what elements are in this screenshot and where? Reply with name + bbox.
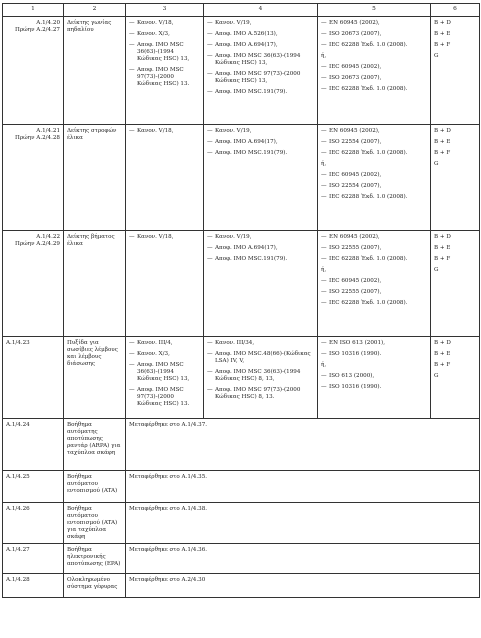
item-name: Δείκτης βήματος έλικα [64, 231, 126, 337]
module-cell [431, 125, 480, 231]
col3-cell [126, 231, 204, 337]
list-item: — Αποφ. IMO MSC 36(63)-(1994 Κώδικας HSC) 13, [207, 52, 301, 66]
col3-cell [126, 337, 204, 419]
column-header: 5 [318, 4, 431, 17]
item-code: A.1/4.23 [6, 340, 30, 346]
item-code: A.1/4.24 [3, 419, 64, 471]
list-item: — IEC 62288 Έκδ. 1.0 (2008). [321, 255, 408, 262]
module-code: B + D [434, 20, 451, 26]
item-former-code: Πρώην A.2/4.27 [15, 26, 60, 33]
moved-note: Μεταφέρθηκε στο A.1/4.35. [126, 471, 480, 503]
list-item: — IEC 62288 Έκδ. 1.0 (2008). [321, 41, 408, 48]
list-item: — Κανον. V/18, [129, 20, 174, 26]
table-row [3, 503, 480, 544]
list-item: — Αποφ. IMO MSC.191(79). [207, 255, 288, 262]
column-header: 1 [3, 4, 64, 17]
list-item: — Κανον. III/4, [129, 340, 173, 346]
list-item: — IEC 62288 Έκδ. 1.0 (2008). [321, 299, 408, 306]
column-header: 6 [431, 4, 480, 17]
module-code: B + D [434, 128, 451, 134]
col4-cell [204, 17, 318, 125]
list-item: — EN 60945 (2002), [321, 234, 380, 240]
module-cell [431, 337, 480, 419]
list-item: — Αποφ. IMO MSC.191(79). [207, 149, 288, 156]
list-item: — ISO 10316 (1990). [321, 383, 382, 390]
list-item: — IEC 62288 Έκδ. 1.0 (2008). [321, 85, 408, 92]
list-item: — ISO 22555 (2007), [321, 288, 382, 295]
module-code: B + E [434, 244, 451, 251]
list-item: — Αποφ. IMO MSC 97(73)-(2000 Κώδικας HSC) 13. [129, 66, 190, 87]
list-item: — ISO 22554 (2007), [321, 138, 382, 145]
list-item: — IEC 60945 (2002), [321, 171, 382, 178]
list-item: — Αποφ. IMO MSC 97(73)-(2000 Κώδικας HSC) 13, [207, 70, 301, 84]
list-item: — Αποφ. IMO MSC.191(79). [207, 88, 288, 95]
col5-cell [318, 125, 431, 231]
or-separator: ή, [321, 361, 327, 368]
item-code: A.1/4.26 [3, 503, 64, 544]
col3-cell [126, 17, 204, 125]
list-item: — Αποφ. IMO A.694(17), [207, 138, 278, 145]
item-code: A.1/4.21 [36, 128, 60, 134]
moved-note: Μεταφέρθηκε στο A.1/4.36. [126, 543, 480, 573]
list-item: — IEC 62288 Έκδ. 1.0 (2008). [321, 149, 408, 156]
list-item: — Αποφ. IMO MSC 97(73)-(2000 Κώδικας HSC) 13. [129, 386, 190, 407]
table-row [3, 17, 480, 125]
list-item: — Κανον. III/34, [207, 340, 255, 346]
list-item: — ISO 20673 (2007), [321, 30, 382, 37]
list-item: — IEC 60945 (2002), [321, 63, 382, 70]
or-separator: ή, [321, 266, 327, 273]
module-code: B + D [434, 234, 451, 240]
table-row [3, 573, 480, 597]
table-row [3, 125, 480, 231]
col4-cell [204, 125, 318, 231]
list-item: — Κανον. X/3, [129, 350, 170, 357]
module-code: B + E [434, 138, 451, 145]
list-item: — Αποφ. IMO A.526(13), [207, 30, 278, 37]
col4-cell [204, 231, 318, 337]
moved-note: Μεταφέρθηκε στο A.1/4.37. [126, 419, 480, 471]
list-item: — Αποφ. IMO A.694(17), [207, 244, 278, 251]
module-code: B + D [434, 340, 451, 346]
list-item: — Κανον. V/19, [207, 128, 252, 134]
list-item: — ISO 22555 (2007), [321, 244, 382, 251]
list-item: — EN 60945 (2002), [321, 128, 380, 134]
list-item: — EN 60945 (2002), [321, 20, 380, 26]
module-code: B + F [434, 255, 451, 262]
module-cell [431, 231, 480, 337]
list-item: — Αποφ. IMO A.694(17), [207, 41, 278, 48]
column-header: 2 [64, 4, 126, 17]
item-code-cell [3, 231, 64, 337]
col3-cell [126, 125, 204, 231]
col5-cell [318, 337, 431, 419]
list-item: — Κανον. V/19, [207, 20, 252, 26]
list-item: — ISO 613 (2000), [321, 372, 375, 379]
list-item: — ISO 10316 (1990). [321, 350, 382, 357]
item-code: A.1/4.28 [3, 573, 64, 597]
list-item: — Κανον. X/3, [129, 30, 170, 37]
item-code: A.1/4.22 [36, 234, 60, 240]
item-former-code: Πρώην A.2/4.29 [15, 240, 60, 247]
module-code: B + F [434, 361, 451, 368]
equipment-table [2, 3, 480, 598]
col4-cell [204, 337, 318, 419]
table-row [3, 231, 480, 337]
item-former-code: Πρώην A.2/4.28 [15, 134, 60, 141]
moved-note: Μεταφέρθηκε στο A.1/4.38. [126, 503, 480, 544]
or-separator: ή, [321, 160, 327, 167]
module-code: G [434, 372, 439, 379]
col5-cell [318, 17, 431, 125]
list-item: — Κανον. V/18, [129, 128, 174, 134]
col5-cell [318, 231, 431, 337]
module-code: B + E [434, 30, 451, 37]
module-code: G [434, 266, 439, 273]
list-item: — Αποφ. IMO MSC 36(63)-(1994 Κώδικας HSC) 13, [129, 41, 190, 62]
item-code-cell [3, 337, 64, 419]
item-name: Δείκτης γωνίας πηδαλίου [64, 17, 126, 125]
module-code: G [434, 160, 439, 167]
list-item: — Αποφ. IMO MSC.48(66)-(Κώδικας LSA) IV, V, [207, 350, 311, 364]
item-name: Πυξίδα για σωσίβιες λέμβους και λέμβους διάσωσης [64, 337, 126, 419]
table-row [3, 337, 480, 419]
column-header-row [3, 4, 480, 17]
module-code: G [434, 52, 439, 59]
module-code: B + F [434, 149, 451, 156]
list-item: — Αποφ. IMO MSC 36(63)-(1994 Κώδικας HSC) 8, 13, [207, 368, 301, 382]
module-cell [431, 17, 480, 125]
list-item: — IEC 62288 Έκδ. 1.0 (2008). [321, 193, 408, 200]
item-code: A.1/4.25 [3, 471, 64, 503]
module-code: B + F [434, 41, 451, 48]
item-name: Βοήθημα ηλεκτρονικής αποτύπωσης (EPA) [64, 543, 126, 573]
item-code: A.1/4.20 [36, 20, 60, 26]
module-code: B + E [434, 350, 451, 357]
list-item: — ISO 22554 (2007), [321, 182, 382, 189]
item-name: Βοήθημα αυτόματης αποτύπωσης ραντάρ (ARPA) για ταχύπλοα σκάφη [64, 419, 126, 471]
list-item: — EN ISO 613 (2001), [321, 340, 385, 346]
table-row [3, 471, 480, 503]
list-item: — IEC 60945 (2002), [321, 277, 382, 284]
table-row [3, 543, 480, 573]
item-name: Βοήθημα αυτόματου εντοπισμού (ATA) για ταχύπλοα σκάφη [64, 503, 126, 544]
item-name: Ολοκληρωμένο σύστημα γέφυρας [64, 573, 126, 597]
moved-note: Μεταφέρθηκε στο A.2/4.30 [126, 573, 480, 597]
list-item: — ISO 20673 (2007), [321, 74, 382, 81]
column-header: 4 [204, 4, 318, 17]
or-separator: ή, [321, 52, 327, 59]
list-item: — Αποφ. IMO MSC 36(63)-(1994 Κώδικας HSC) 13, [129, 361, 190, 382]
item-name: Δείκτης στροφών έλικα [64, 125, 126, 231]
list-item: — Κανον. V/18, [129, 234, 174, 240]
item-code-cell [3, 17, 64, 125]
list-item: — Αποφ. IMO MSC 97(73)-(2000 Κώδικας HSC) 8, 13. [207, 386, 301, 400]
table-row [3, 419, 480, 471]
item-code-cell [3, 125, 64, 231]
list-item: — Κανον. V/19, [207, 234, 252, 240]
item-code: A.1/4.27 [3, 543, 64, 573]
column-header: 3 [126, 4, 204, 17]
item-name: Βοήθημα αυτόματου εντοπισμού (ATA) [64, 471, 126, 503]
